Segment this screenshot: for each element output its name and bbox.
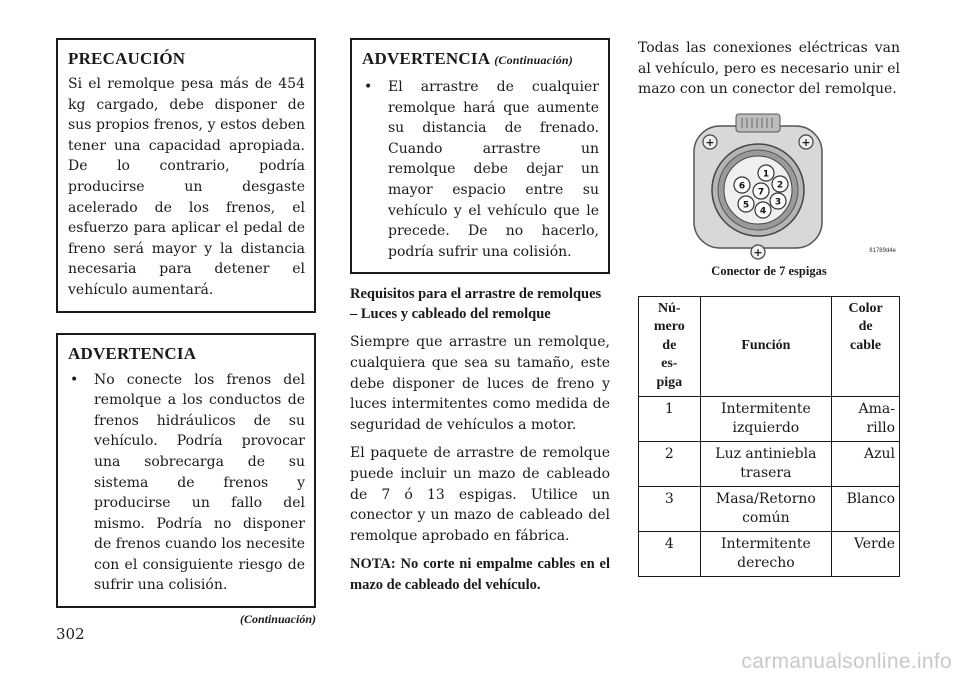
- header-function: Función: [700, 296, 832, 397]
- caution-box: [56, 38, 316, 313]
- continuation-note: (Continuación): [239, 612, 316, 627]
- section-heading: Requisitos para el arrastre de remolques – Luces y cableado del remolque: [350, 286, 602, 323]
- watermark: carmanualsonline.info: [741, 650, 952, 673]
- caution-text: Si el remolque pesa más de 454 kg cargado, debe disponer de sus propios frenos, y estos deben tener una capacidad apropiada. De lo contrario, podría producirse un desgaste acelerado de los frenos, el esfuerzo para aplicar el pedal de freno será mayor y la distancia necesaria para detener el vehículo aumentará.: [68, 76, 305, 298]
- caution-title: PRECAUCIÓN: [68, 49, 186, 68]
- header-wire-color: Color de cable: [832, 296, 900, 397]
- left-column: [56, 38, 316, 627]
- warning-bullet-text: No conecte los frenos del remolque a los conductos de frenos hidráulicos de su vehículo. Podría provocar una sobrecarga de su sistema de frenos y producirse un fallo del mismo. Podría no disponer de frenos cuando los necesite con el consiguiente riesgo de sufrir una colisión.: [94, 371, 305, 594]
- intro-paragraph: Todas las conexiones eléctricas van al vehículo, pero es necesario unir el mazo con un conector del remolque.: [638, 40, 900, 98]
- svg-text:4: 4: [759, 206, 767, 217]
- pin-cell: 2: [639, 442, 701, 487]
- right-column: [638, 38, 900, 577]
- svg-text:+: +: [705, 135, 715, 149]
- table-row: [639, 487, 900, 532]
- seven-pin-connector-image: [688, 112, 828, 262]
- pin-cell: 4: [639, 532, 701, 577]
- svg-text:1: 1: [762, 169, 770, 180]
- middle-column: [350, 38, 610, 595]
- table-row: [639, 442, 900, 487]
- paragraph-harness: El paquete de arrastre de remolque puede incluir un mazo de cableado de 7 ó 13 espigas. Utilice un conector y un mazo de cableado del remolque aprobado en fábrica.: [350, 445, 610, 544]
- figure-caption: Conector de 7 espigas: [711, 263, 827, 278]
- pin-cell: 3: [639, 487, 701, 532]
- warning-continued-box: [350, 38, 610, 274]
- pin-table: [638, 296, 900, 578]
- table-row: [639, 397, 900, 442]
- warning-continued-suffix: (Continuación): [494, 53, 574, 67]
- header-pin-number: Nú- mero de es- piga: [639, 296, 701, 397]
- svg-text:+: +: [753, 245, 763, 259]
- warning-box: [56, 333, 316, 609]
- color-cell: Verde: [832, 532, 900, 577]
- svg-text:7: 7: [757, 187, 765, 198]
- svg-text:+: +: [801, 135, 811, 149]
- svg-text:5: 5: [742, 200, 750, 211]
- warning-bullet: [68, 370, 305, 597]
- function-cell: Masa/Retorno común: [700, 487, 832, 532]
- bullet-icon: •: [70, 371, 79, 388]
- connector-figure: [638, 106, 900, 296]
- page-number: 302: [56, 625, 85, 643]
- figure-id: 81789d4e: [869, 247, 896, 254]
- function-cell: Intermitente izquierdo: [700, 397, 832, 442]
- function-cell: Luz antiniebla trasera: [700, 442, 832, 487]
- table-header-row: [639, 296, 900, 397]
- pin-cell: 1: [639, 397, 701, 442]
- function-cell: Intermitente derecho: [700, 532, 832, 577]
- svg-text:2: 2: [776, 180, 784, 191]
- paragraph-lights: Siempre que arrastre un remolque, cualquiera que sea su tamaño, este debe disponer de luces de freno y luces intermitentes como medida de seguridad de vehículos a motor.: [350, 334, 610, 433]
- note-text: NOTA: No corte ni empalme cables en el mazo de cableado del vehículo.: [350, 556, 610, 593]
- warning-continued-bullet: [362, 77, 599, 262]
- color-cell: Azul: [832, 442, 900, 487]
- warning-continued-label: ADVERTENCIA: [362, 49, 491, 68]
- table-row: [639, 532, 900, 577]
- color-cell: Blanco: [832, 487, 900, 532]
- bullet-icon: •: [364, 79, 373, 95]
- svg-text:3: 3: [774, 197, 782, 208]
- warning-continued-title: [362, 48, 599, 71]
- svg-text:6: 6: [738, 181, 746, 192]
- color-cell: Ama- rillo: [832, 397, 900, 442]
- warning-continued-text: El arrastre de cualquier remolque hará que aumente su distancia de frenado. Cuando arrastre un remolque debe dejar un mayor espacio entre su vehículo y el vehículo que le precede. De no hacerlo, podría sufrir una colisión.: [388, 79, 599, 260]
- warning-title: ADVERTENCIA: [68, 343, 197, 363]
